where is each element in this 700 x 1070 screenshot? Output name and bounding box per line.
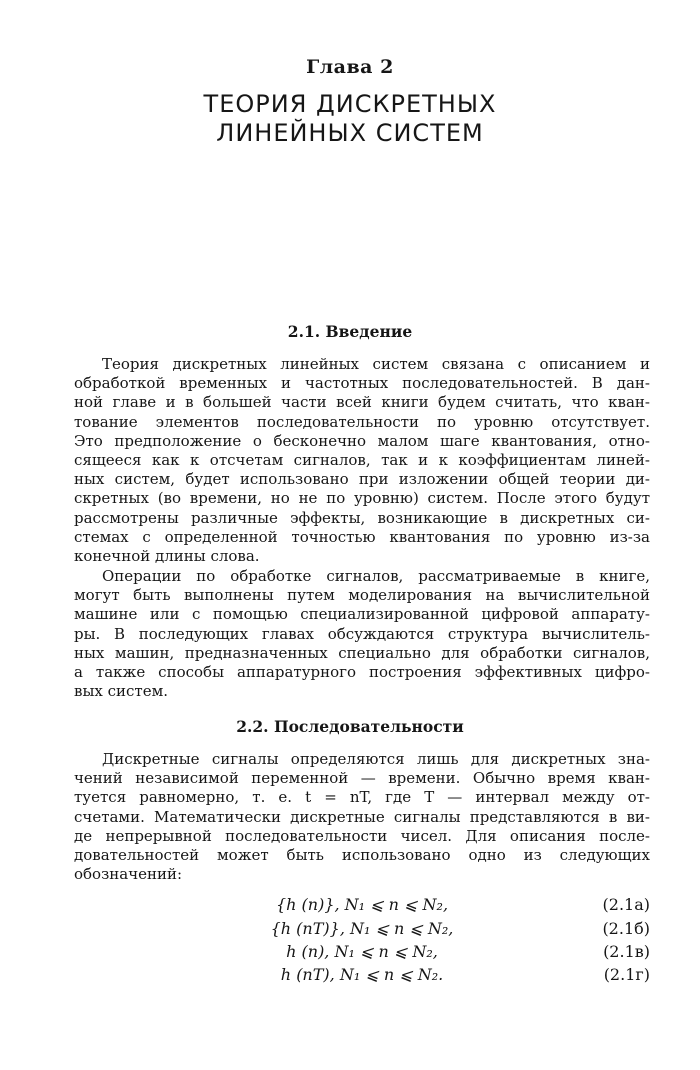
paragraph-intro-1 xyxy=(74,355,650,566)
chapter-title-line: ЛИНЕЙНЫХ СИСТЕМ xyxy=(216,119,484,147)
text-line: Теория дискретных линейных систем связана с описанием и xyxy=(102,355,650,373)
text-line: Дискретные сигналы определяются лишь для дискретных зна- xyxy=(102,750,650,768)
text-line: Операции по обработке сигналов, рассматриваемые в книге, xyxy=(102,567,650,585)
section-heading-introduction: 2.1. Введение xyxy=(287,322,413,341)
text-line: сящееся как к отсчетам сигналов, так и к коэффициентам линей- xyxy=(74,451,650,470)
equation-number: (2.1а) xyxy=(602,895,650,914)
text-line: стемах с определенной точностью квантования по уровню из-за xyxy=(74,527,650,546)
equation-formula: {h (nT)}, N₁ ⩽ n ⩽ N₂, xyxy=(270,919,454,938)
equation-2-1b xyxy=(74,919,650,943)
text-line: счетами. Математически дискретные сигналы представляются в ви- xyxy=(74,807,650,826)
paragraph-sequences-1 xyxy=(74,750,650,884)
text-line: конечной длины слова. xyxy=(74,547,260,566)
text-line: де непрерывной последовательности чисел. Для описания после- xyxy=(74,826,650,845)
equation-number: (2.1г) xyxy=(603,965,650,984)
text-line: обозначений: xyxy=(74,865,183,884)
text-line: машине или с помощью специализированной цифровой аппарату- xyxy=(74,605,650,624)
equation-number: (2.1в) xyxy=(603,942,650,961)
section-heading-sequences: 2.2. Последовательности xyxy=(236,717,464,736)
text-line: могут быть выполнены путем моделирования на вычислительной xyxy=(74,586,650,605)
equation-number: (2.1б) xyxy=(602,919,650,938)
text-line: а также способы аппаратурного построения эффективных цифро- xyxy=(74,663,650,682)
equation-2-1g xyxy=(74,965,650,989)
text-line: тование элементов последовательности по уровню отсутствует. xyxy=(74,412,650,431)
text-line: вых систем. xyxy=(74,682,169,701)
chapter-title xyxy=(0,90,700,148)
text-line: ных систем, будет использовано при изложении общей теории ди- xyxy=(74,470,650,489)
text-line: туется равномерно, т. е. t = nT, где T — интервал между от- xyxy=(74,788,650,807)
chapter-title-line: ТЕОРИЯ ДИСКРЕТНЫХ xyxy=(203,90,497,118)
text-line: скретных (во времени, но не по уровню) систем. После этого будут xyxy=(74,489,650,508)
text-line: ной главе и в большей части всей книги будем считать, что кван- xyxy=(74,393,650,412)
equation-2-1v xyxy=(74,942,650,966)
paragraph-intro-2 xyxy=(74,567,650,701)
equation-formula: h (n), N₁ ⩽ n ⩽ N₂, xyxy=(286,942,438,961)
text-line: рассмотрены различные эффекты, возникающие в дискретных си- xyxy=(74,508,650,527)
text-line: Это предположение о бесконечно малом шаге квантования, отно- xyxy=(74,431,650,450)
text-line: обработкой временных и частотных последовательностей. В дан- xyxy=(74,374,650,393)
chapter-label: Глава 2 xyxy=(306,56,394,78)
equation-2-1a xyxy=(74,895,650,919)
text-line: ных машин, предназначенных специально для обработки сигналов, xyxy=(74,643,650,662)
equation-formula: h (nT), N₁ ⩽ n ⩽ N₂. xyxy=(280,965,444,984)
text-line: ры. В последующих главах обсуждаются структура вычислитель- xyxy=(74,624,650,643)
equation-formula: {h (n)}, N₁ ⩽ n ⩽ N₂, xyxy=(275,895,449,914)
text-line: чений независимой переменной — времени. Обычно время кван- xyxy=(74,769,650,788)
text-line: довательностей может быть использовано одно из следующих xyxy=(74,846,650,865)
